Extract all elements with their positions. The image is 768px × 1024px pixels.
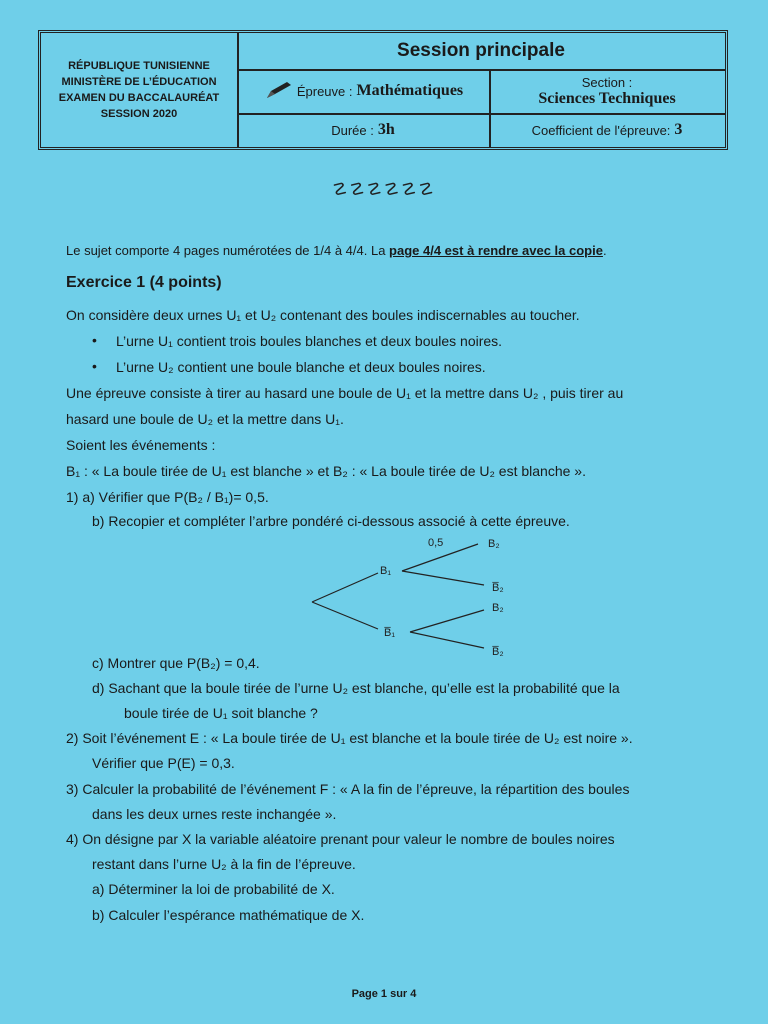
text-line: d) Sachant que la boule tirée de l’urne U₂ est blanche, qu’elle est la probabilité que la [92,680,620,696]
section-cell [489,69,725,113]
text-line: Une épreuve consiste à tirer au hasard une boule de U₁ et la mettre dans U₂ , puis tirer au [66,385,624,401]
republique-text: RÉPUBLIQUE TUNISIENNE [68,60,210,72]
session-year-text: SESSION 2020 [100,108,178,120]
text-line: c) Montrer que P(B₂) = 0,4. [92,655,260,671]
tree-node-b2: B₂ [492,602,504,614]
tree-branch [312,602,378,629]
section-label: Section : [581,74,633,90]
text-line: dans les deux urnes reste inchangée ». [92,806,337,822]
text-line: boule tirée de U₁ soit blanche ? [124,705,318,721]
header-institution [41,33,239,147]
text-line: 1) a) Vérifier que P(B₂ / B₁)= 0,5. [66,489,269,505]
coef-cell [489,113,725,147]
intro-end: . [602,243,607,258]
header-table [38,30,728,150]
intro-emphasis: page 4/4 est à rendre avec la copie [389,243,603,258]
tree-branch [410,632,484,648]
text-line: b) Calculer l’espérance mathématique de X. [92,907,365,923]
ministere-text: MINISTÈRE DE L’ÉDUCATION [61,76,217,88]
duree-cell [237,113,491,147]
coef-value: 3 [674,121,683,138]
text-line: Vérifier que P(E) = 0,3. [92,755,235,771]
tree-node-b2: B₂ [488,538,500,550]
text-line: 3) Calculer la probabilité de l’événement F : « A la fin de l’épreuve, la répartition des boules [66,781,630,797]
text-line: b) Recopier et compléter l’arbre pondéré ci-dessous associé à cette épreuve. [92,513,570,529]
text-line: restant dans l’urne U₂ à la fin de l’épreuve. [92,856,356,872]
epreuve-value: Mathématiques [356,82,464,99]
examen-text: EXAMEN DU BACCALAURÉAT [58,92,220,104]
tree-branch [312,573,378,602]
tree-node-b2bar: B̅₂ [492,646,504,658]
epreuve-cell [237,69,491,113]
page-footer: Page 1 sur 4 [351,988,417,1000]
section-value: Sciences Techniques [538,89,676,107]
tree-branch [410,610,484,632]
pencil-icon [263,80,293,103]
text-line: B₁ : « La boule tirée de U₁ est blanche » et B₂ : « La boule tirée de U₂ est blanche ». [66,463,586,479]
header-row-duree [237,113,725,147]
text-line: L’urne U₁ contient trois boules blanches et deux boules noires. [116,333,503,349]
probability-tree [0,530,768,670]
intro-text: Le sujet comporte 4 pages numérotées de 1/4 à 4/4. La [66,243,390,258]
text-line: On considère deux urnes U₁ et U₂ contenant des boules indiscernables au toucher. [66,307,580,323]
text-line: Soient les événements : [66,437,216,453]
text-line: 2) Soit l’événement E : « La boule tirée de U₁ est blanche et la boule tirée de U₂ est noire ». [66,730,633,746]
header-row-epreuve [237,69,725,115]
text-line: hasard une boule de U₂ et la mettre dans U₁. [66,411,344,427]
text-line: 4) On désigne par X la variable aléatoire prenant pour valeur le nombre de boules noires [66,831,615,847]
text-line: a) Déterminer la loi de probabilité de X. [92,881,335,897]
coef-label: Coefficient de l'épreuve: [531,122,671,138]
tree-branch [402,571,484,585]
tree-node-b1: B₁ [380,565,392,577]
tree-node-b1bar: B̅₁ [384,627,396,639]
duree-label: Durée : [331,122,374,138]
session-title: Session principale [237,33,725,71]
exercise-title: Exercice 1 (4 points) [66,274,222,291]
bullet-icon: • [92,332,97,348]
ornament: ☡☡☡☡☡☡ [332,180,436,199]
epreuve-label: Épreuve : [296,83,353,99]
tree-node-b2bar: B̅₂ [492,582,504,594]
intro-line [66,242,607,260]
text-line: L’urne U₂ contient une boule blanche et deux boules noires. [116,359,486,375]
bullet-icon: • [92,358,97,374]
tree-prob-label: 0,5 [428,537,444,549]
duree-value: 3h [377,121,395,138]
